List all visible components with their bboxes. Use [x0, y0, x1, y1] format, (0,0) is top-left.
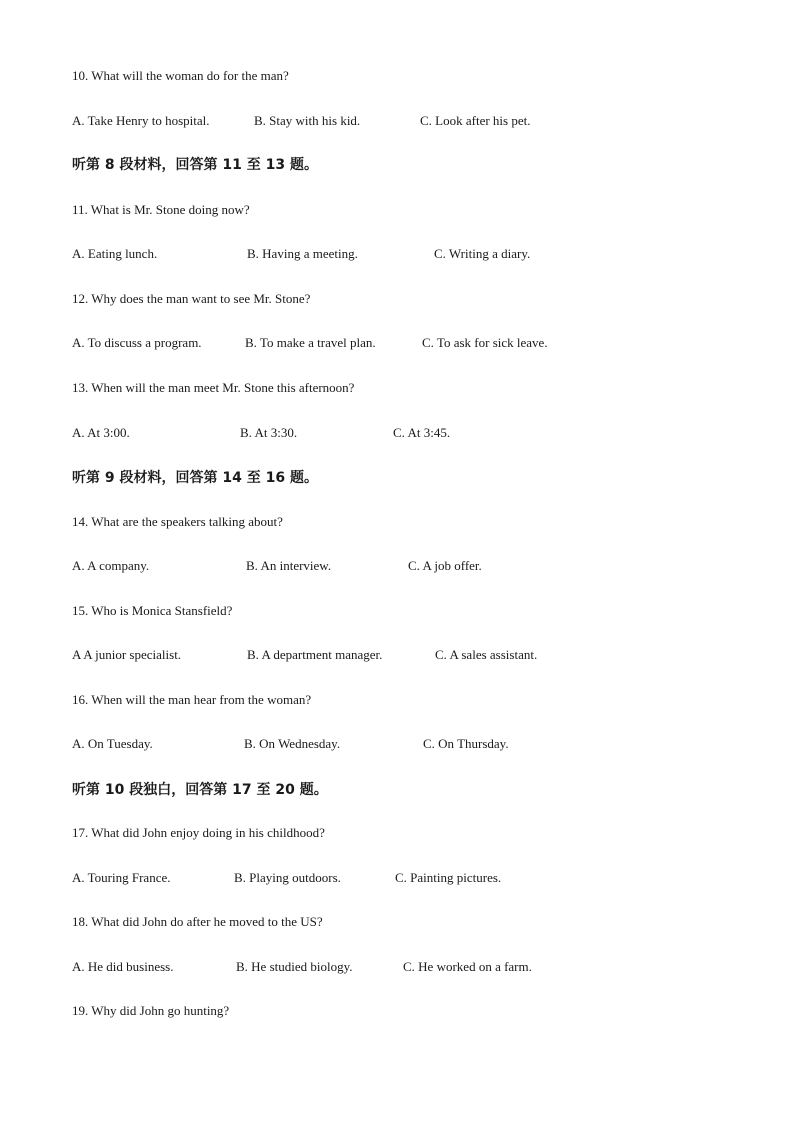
- option-a: A. At 3:00.: [72, 425, 130, 440]
- option-b: B. He studied biology.: [236, 959, 353, 974]
- question-12: 12. Why does the man want to see Mr. Stone?: [72, 291, 311, 306]
- option-b: B. Having a meeting.: [247, 246, 358, 261]
- question-11: 11. What is Mr. Stone doing now?: [72, 202, 250, 217]
- option-a: A. Touring France.: [72, 870, 171, 885]
- option-a: A. To discuss a program.: [72, 335, 202, 350]
- option-c: C. To ask for sick leave.: [422, 335, 548, 350]
- option-c: C. A sales assistant.: [435, 647, 538, 662]
- option-b: B. To make a travel plan.: [245, 335, 376, 350]
- question-19: 19. Why did John go hunting?: [72, 1003, 230, 1018]
- question-14: 14. What are the speakers talking about?: [72, 514, 283, 529]
- option-b: B. Stay with his kid.: [254, 113, 361, 128]
- option-b: B. A department manager.: [247, 647, 383, 662]
- option-b: B. At 3:30.: [240, 425, 298, 440]
- option-b: B. An interview.: [246, 558, 332, 573]
- option-a: A. A company.: [72, 558, 150, 573]
- option-b: B. On Wednesday.: [244, 736, 341, 751]
- question-15: 15. Who is Monica Stansfield?: [72, 603, 233, 618]
- option-a: A. He did business.: [72, 959, 174, 974]
- option-c: C. Look after his pet.: [420, 113, 531, 128]
- section-heading-10: 听第 10 段独白，回答第 17 至 20 题。: [72, 782, 328, 798]
- option-b: B. Playing outdoors.: [234, 870, 341, 885]
- question-10: 10. What will the woman do for the man?: [72, 68, 289, 83]
- option-a: A. On Tuesday.: [72, 736, 153, 751]
- option-c: C. On Thursday.: [423, 736, 509, 751]
- option-c: C. He worked on a farm.: [403, 959, 532, 974]
- question-16: 16. When will the man hear from the woman?: [72, 692, 312, 707]
- option-a: A. Take Henry to hospital.: [72, 113, 210, 128]
- option-c: C. A job offer.: [408, 558, 482, 573]
- section-heading-8: 听第 8 段材料，回答第 11 至 13 题。: [72, 157, 318, 173]
- option-a: A. Eating lunch.: [72, 246, 158, 261]
- question-17: 17. What did John enjoy doing in his childhood?: [72, 825, 325, 840]
- option-c: C. Painting pictures.: [395, 870, 502, 885]
- section-heading-9: 听第 9 段材料，回答第 14 至 16 题。: [72, 470, 318, 486]
- question-13: 13. When will the man meet Mr. Stone this afternoon?: [72, 380, 355, 395]
- question-18: 18. What did John do after he moved to the US?: [72, 914, 323, 929]
- option-c: C. Writing a diary.: [434, 246, 531, 261]
- option-a: A A junior specialist.: [72, 647, 182, 662]
- option-c: C. At 3:45.: [393, 425, 451, 440]
